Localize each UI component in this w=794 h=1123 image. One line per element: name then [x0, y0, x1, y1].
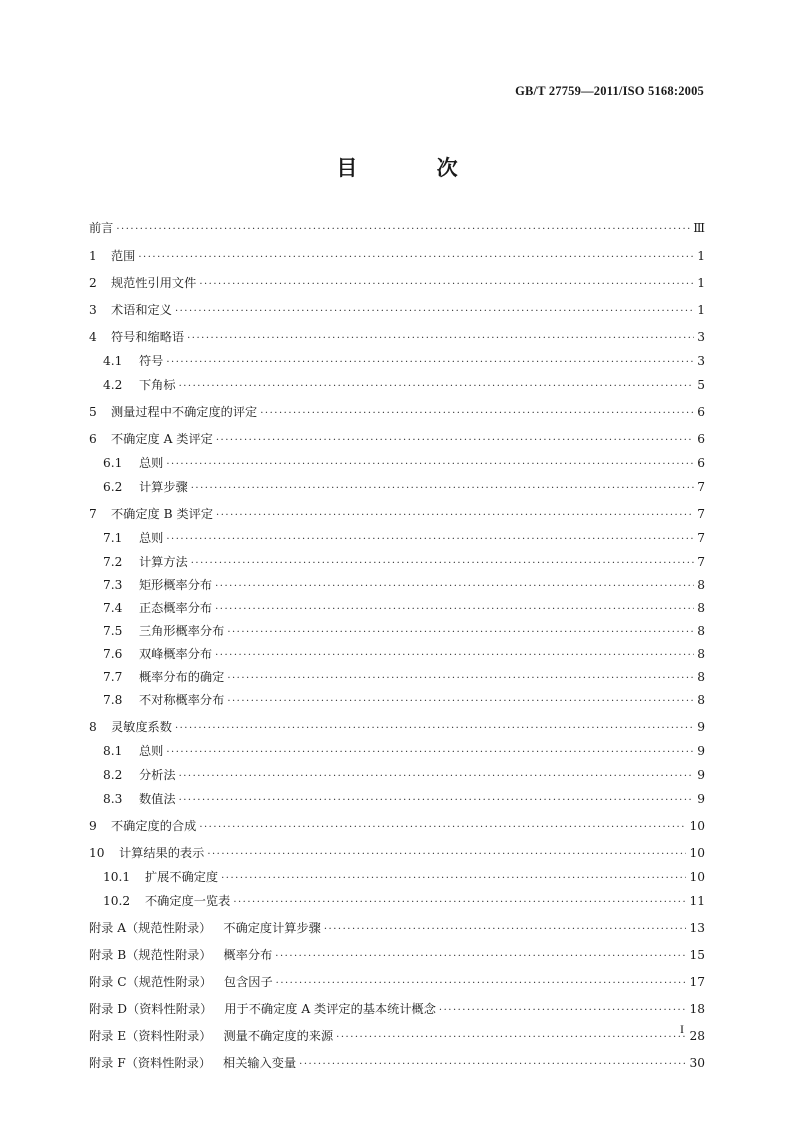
toc-entry-number: 附录 A（规范性附录）	[89, 921, 212, 935]
toc-entry-label: 前言	[89, 221, 114, 235]
toc-entry-number: 附录 D（资料性附录）	[89, 1002, 213, 1016]
toc-entry-page: 9	[697, 768, 705, 782]
toc-entry-label: 分析法	[139, 768, 176, 782]
toc-entry-page: 10	[689, 870, 705, 884]
toc-entry-page: 1	[697, 249, 705, 263]
toc-entry-page: 1	[697, 276, 705, 290]
toc-leader-dots	[179, 380, 694, 394]
toc-entry-label: 下角标	[139, 378, 176, 392]
toc-leader-dots	[215, 649, 694, 663]
toc-entry[interactable]	[89, 276, 705, 292]
toc-entry[interactable]	[89, 870, 705, 886]
toc-entry-label: 术语和定义	[111, 303, 172, 317]
toc-entry-page: Ⅲ	[693, 221, 705, 235]
toc-entry-label: 范围	[111, 249, 136, 263]
toc-entry-label: 双峰概率分布	[139, 647, 213, 661]
toc-entry-label: 总则	[139, 531, 164, 545]
toc-entry[interactable]	[89, 249, 705, 265]
toc-entry[interactable]	[89, 768, 705, 784]
toc-entry-number: 7.7	[103, 670, 123, 684]
toc-leader-dots	[336, 1031, 686, 1045]
toc-entry[interactable]	[89, 1029, 705, 1045]
toc-entry[interactable]	[89, 456, 705, 472]
toc-entry-page: 8	[697, 578, 705, 592]
toc-entry-label: 计算结果的表示	[119, 846, 205, 860]
toc-entry-page: 13	[689, 921, 705, 935]
toc-entry-label: 包含因子	[223, 975, 273, 989]
toc-leader-dots	[233, 896, 686, 910]
toc-entry-label: 符号	[139, 354, 164, 368]
toc-leader-dots	[227, 672, 694, 686]
toc-entry[interactable]	[89, 647, 705, 663]
toc-entry[interactable]	[89, 693, 705, 709]
toc-entry-number: 7.4	[103, 601, 123, 615]
toc-entry[interactable]	[89, 303, 705, 319]
toc-entry[interactable]	[89, 432, 705, 448]
toc-entry-number: 7.8	[103, 693, 123, 707]
toc-entry[interactable]	[89, 555, 705, 571]
toc-entry-number: 附录 C（规范性附录）	[89, 975, 212, 989]
toc-entry-page: 8	[697, 647, 705, 661]
toc-entry-number: 2	[89, 276, 97, 290]
toc-entry-number: 5	[89, 405, 97, 419]
toc-leader-dots	[299, 1058, 686, 1072]
toc-leader-dots	[199, 821, 686, 835]
toc-entry-label: 概率分布	[223, 948, 273, 962]
toc-entry-number: 10.2	[103, 894, 131, 908]
toc-leader-dots	[166, 356, 694, 370]
toc-leader-dots	[166, 533, 694, 547]
toc-entry-label: 总则	[139, 456, 164, 470]
toc-leader-dots	[199, 278, 694, 292]
toc-entry-number: 8.1	[103, 744, 123, 758]
toc-leader-dots	[138, 251, 694, 265]
toc-entry-page: 10	[689, 819, 705, 833]
toc-entry-number: 9	[89, 819, 97, 833]
toc-entry-page: 8	[697, 601, 705, 615]
toc-entry-label: 不确定度的合成	[111, 819, 197, 833]
toc-entry-page: 30	[689, 1056, 705, 1070]
toc-entry-page: 9	[697, 720, 705, 734]
toc-entry[interactable]	[89, 1002, 705, 1018]
toc-entry-number: 6.1	[103, 456, 123, 470]
toc-entry-page: 1	[697, 303, 705, 317]
toc-leader-dots	[175, 305, 694, 319]
toc-entry[interactable]	[89, 507, 705, 523]
toc-leader-dots	[166, 746, 694, 760]
toc-leader-dots	[215, 603, 694, 617]
toc-entry-number: 4	[89, 330, 97, 344]
toc-leader-dots	[116, 223, 690, 237]
toc-entry-page: 9	[697, 792, 705, 806]
toc-entry-page: 28	[689, 1029, 705, 1043]
page-number: I	[680, 1022, 684, 1036]
toc-leader-dots	[221, 872, 686, 886]
toc-entry-number: 附录 B（规范性附录）	[89, 948, 212, 962]
toc-entry-number: 4.2	[103, 378, 123, 392]
toc-entry-label: 计算步骤	[139, 480, 188, 494]
toc-leader-dots	[191, 482, 694, 496]
toc-leader-dots	[324, 923, 687, 937]
toc-entry[interactable]	[89, 480, 705, 496]
toc-entry[interactable]	[89, 624, 705, 640]
toc-entry[interactable]	[89, 948, 705, 964]
toc-entry-label: 不对称概率分布	[139, 693, 225, 707]
toc-entry-number: 7.2	[103, 555, 123, 569]
toc-leader-dots	[166, 458, 694, 472]
toc-entry-page: 3	[697, 330, 705, 344]
toc-entry[interactable]	[89, 354, 705, 370]
toc-entry-page: 11	[689, 894, 705, 908]
toc-entry-label: 三角形概率分布	[139, 624, 225, 638]
toc-entry[interactable]	[89, 221, 705, 237]
toc-entry-page: 7	[697, 555, 705, 569]
toc-leader-dots	[275, 950, 686, 964]
toc-entry[interactable]	[89, 601, 705, 617]
toc-entry-number: 1	[89, 249, 97, 263]
toc-entry-number: 7.6	[103, 647, 123, 661]
toc-leader-dots	[260, 407, 694, 421]
toc-entry-page: 10	[689, 846, 705, 860]
toc-entry-label: 不确定度计算步骤	[223, 921, 321, 935]
toc-entry-number: 附录 F（资料性附录）	[89, 1056, 212, 1070]
toc-leader-dots	[216, 509, 694, 523]
toc-entry-page: 9	[697, 744, 705, 758]
toc-entry[interactable]	[89, 819, 705, 835]
toc-entry-number: 7.1	[103, 531, 123, 545]
table-of-contents	[89, 221, 705, 1072]
toc-entry-page: 7	[697, 507, 705, 521]
page-title: 目 次	[336, 155, 494, 180]
toc-entry[interactable]	[89, 720, 705, 736]
toc-leader-dots	[227, 695, 694, 709]
toc-leader-dots	[439, 1004, 687, 1018]
toc-entry-number: 附录 E（资料性附录）	[89, 1029, 212, 1043]
toc-entry[interactable]	[89, 405, 705, 421]
toc-leader-dots	[207, 848, 686, 862]
toc-entry-page: 17	[689, 975, 705, 989]
toc-leader-dots	[191, 557, 694, 571]
toc-entry-number: 8.2	[103, 768, 123, 782]
toc-entry[interactable]	[89, 578, 705, 594]
toc-entry-page: 6	[697, 432, 705, 446]
toc-entry-label: 总则	[139, 744, 164, 758]
toc-entry-page: 5	[697, 378, 705, 392]
toc-entry-number: 4.1	[103, 354, 123, 368]
toc-entry-page: 8	[697, 624, 705, 638]
toc-entry-label: 计算方法	[139, 555, 188, 569]
toc-entry-page: 7	[697, 480, 705, 494]
toc-entry-label: 不确定度 A 类评定	[111, 432, 213, 446]
toc-leader-dots	[179, 794, 694, 808]
toc-leader-dots	[216, 434, 694, 448]
toc-entry-label: 不确定度一览表	[145, 894, 231, 908]
toc-entry-page: 3	[697, 354, 705, 368]
toc-entry-page: 6	[697, 456, 705, 470]
toc-entry-page: 8	[697, 693, 705, 707]
toc-entry[interactable]	[89, 975, 705, 991]
toc-entry-number: 7.3	[103, 578, 123, 592]
toc-entry-label: 不确定度 B 类评定	[111, 507, 214, 521]
toc-entry-label: 测量过程中不确定度的评定	[111, 405, 258, 419]
toc-entry-label: 测量不确定度的来源	[223, 1029, 334, 1043]
toc-entry[interactable]	[89, 744, 705, 760]
standard-code: GB/T 27759—2011/ISO 5168:2005	[515, 84, 704, 98]
toc-entry[interactable]	[89, 378, 705, 394]
toc-entry-page: 18	[689, 1002, 705, 1016]
toc-entry[interactable]	[89, 894, 705, 910]
toc-leader-dots	[227, 626, 694, 640]
toc-entry-label: 正态概率分布	[139, 601, 213, 615]
toc-entry-label: 符号和缩略语	[111, 330, 185, 344]
toc-entry-number: 7	[89, 507, 97, 521]
toc-entry[interactable]	[89, 670, 705, 686]
toc-entry-label: 矩形概率分布	[139, 578, 213, 592]
toc-entry[interactable]	[89, 792, 705, 808]
toc-entry-page: 6	[697, 405, 705, 419]
toc-entry-label: 数值法	[139, 792, 176, 806]
toc-entry[interactable]	[89, 531, 705, 547]
toc-entry[interactable]	[89, 330, 705, 346]
toc-entry-page: 8	[697, 670, 705, 684]
toc-entry[interactable]	[89, 921, 705, 937]
toc-leader-dots	[276, 977, 687, 991]
toc-entry-number: 8	[89, 720, 97, 734]
toc-entry-number: 7.5	[103, 624, 123, 638]
toc-entry-label: 概率分布的确定	[139, 670, 225, 684]
toc-entry[interactable]	[89, 846, 705, 862]
toc-entry-label: 扩展不确定度	[145, 870, 219, 884]
toc-leader-dots	[187, 332, 694, 346]
toc-entry-page: 15	[689, 948, 705, 962]
toc-entry-label: 相关输入变量	[223, 1056, 297, 1070]
toc-entry-number: 10.1	[103, 870, 131, 884]
toc-leader-dots	[175, 722, 694, 736]
toc-entry-label: 用于不确定度 A 类评定的基本统计概念	[224, 1002, 436, 1016]
toc-leader-dots	[215, 580, 694, 594]
toc-entry-number: 6.2	[103, 480, 123, 494]
toc-entry-page: 7	[697, 531, 705, 545]
toc-entry-label: 灵敏度系数	[111, 720, 172, 734]
toc-leader-dots	[179, 770, 694, 784]
toc-entry-number: 8.3	[103, 792, 123, 806]
toc-entry[interactable]	[89, 1056, 705, 1072]
toc-entry-number: 3	[89, 303, 97, 317]
toc-entry-label: 规范性引用文件	[111, 276, 197, 290]
toc-entry-number: 10	[89, 846, 105, 860]
toc-entry-number: 6	[89, 432, 97, 446]
